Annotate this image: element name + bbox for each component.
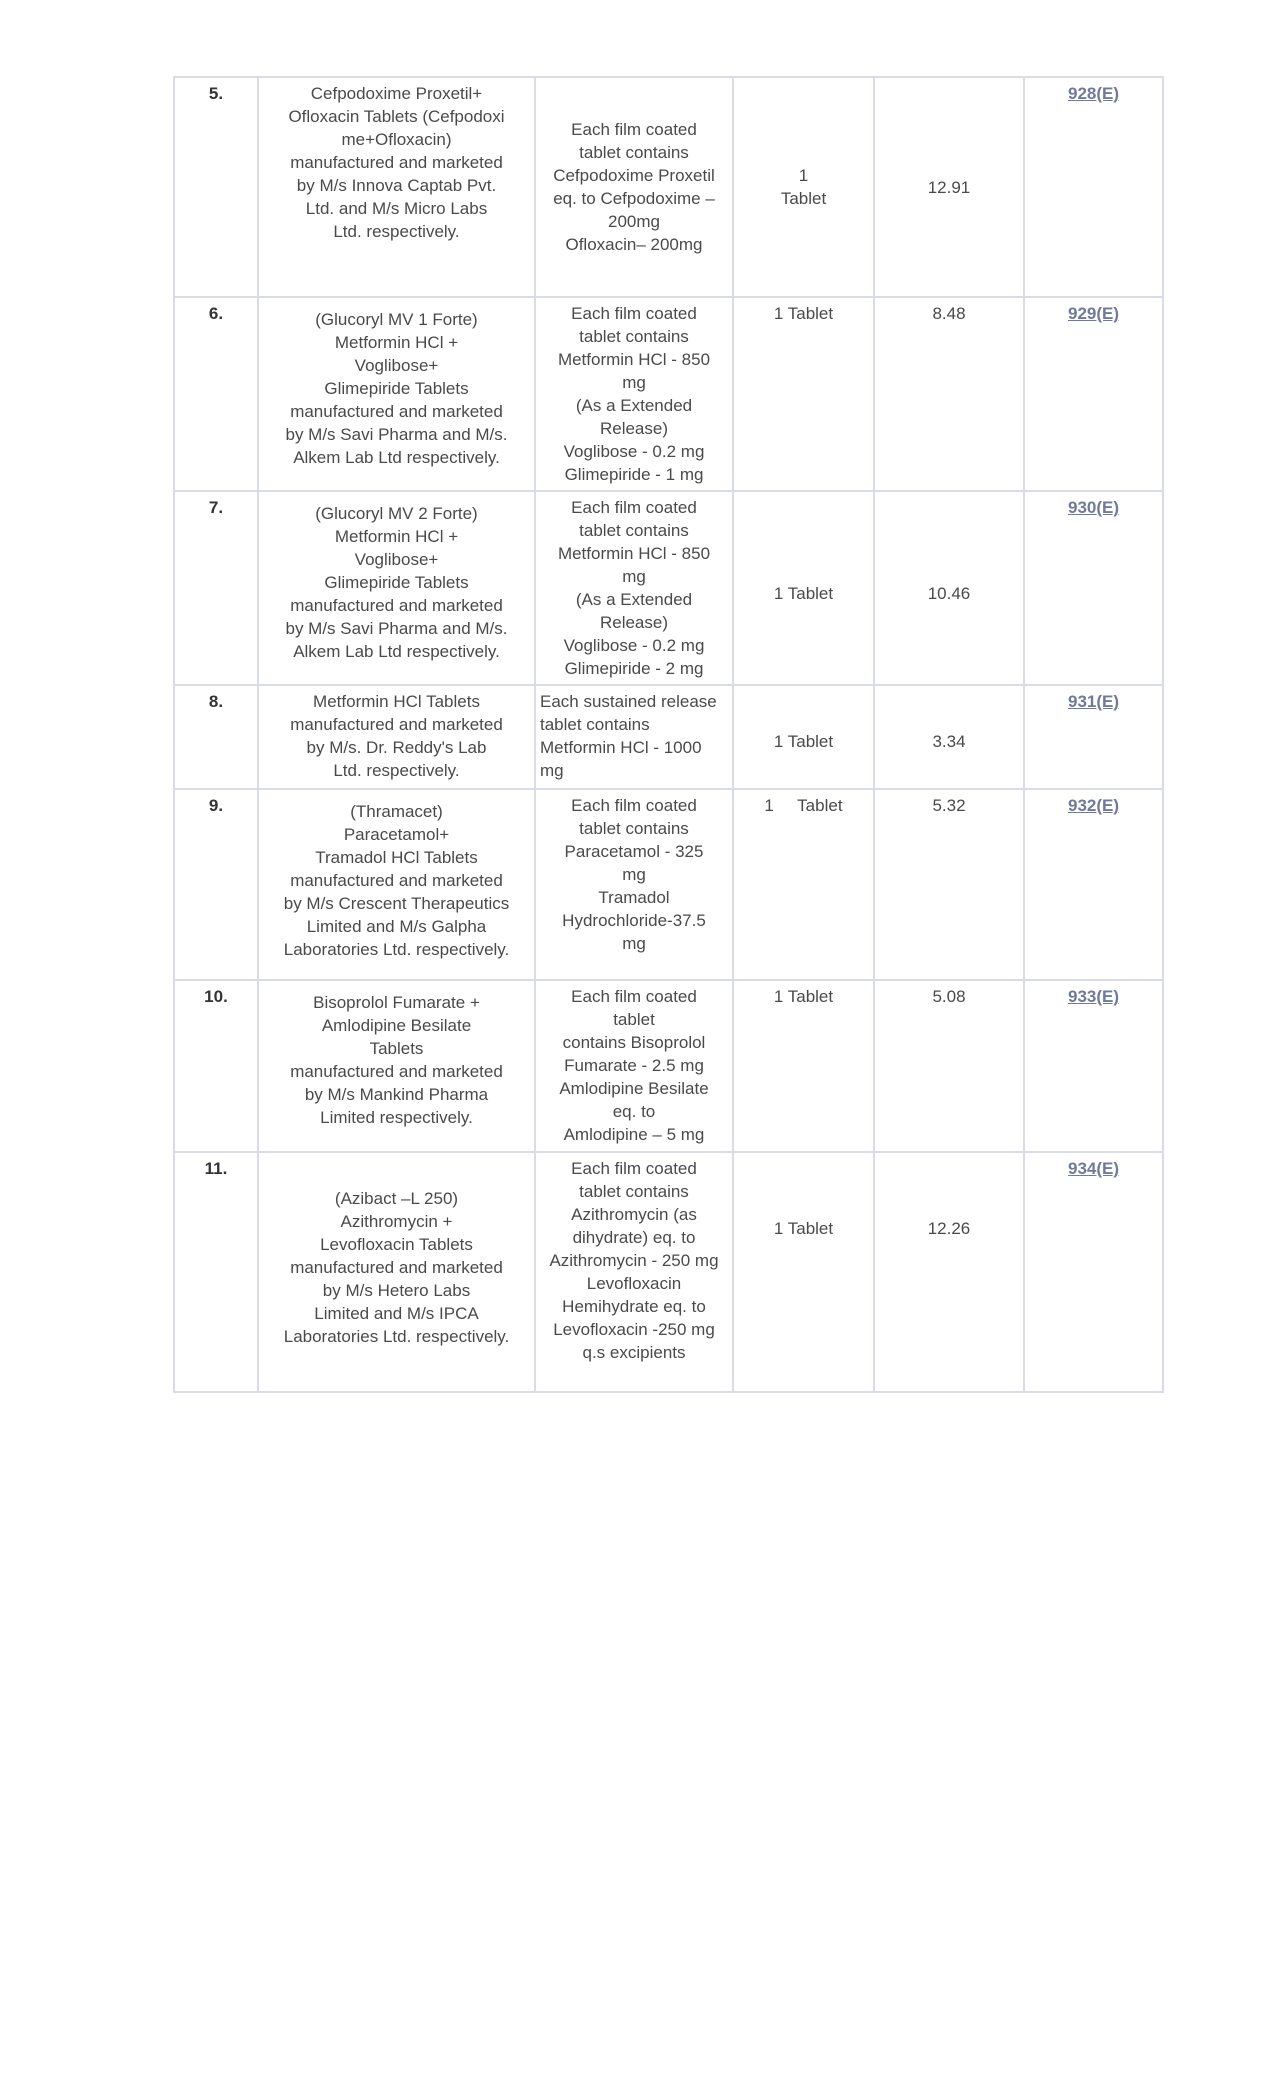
formulation-name: Bisoprolol Fumarate + Amlodipine Besilate Tablets manufactured and marketed by M/s Mankind Pharma Limited respectively. — [258, 980, 535, 1152]
formulation-name: Metformin HCl Tablets manufactured and marketed by M/s. Dr. Reddy's Lab Ltd. respectively. — [258, 685, 535, 789]
unit: 1 Tablet — [733, 980, 874, 1152]
unit: 1 Tablet — [733, 491, 874, 685]
table-row — [174, 789, 1163, 980]
strength-composition: Each film coated tablet contains Bisoprolol Fumarate - 2.5 mg Amlodipine Besilate eq. to Amlodipine – 5 mg — [535, 980, 733, 1152]
formulation-name: (Glucoryl MV 2 Forte) Metformin HCl + Voglibose+ Glimepiride Tablets manufactured and marketed by M/s Savi Pharma and M/s. Alkem Lab Ltd respectively. — [258, 491, 535, 685]
unit: 1 Tablet — [733, 789, 874, 980]
price-notification-table — [173, 76, 1164, 1393]
so-number-link[interactable]: 932(E) — [1067, 796, 1120, 815]
so-number-link[interactable]: 929(E) — [1067, 304, 1120, 323]
serial-number: 7. — [174, 491, 258, 685]
unit: 1 Tablet — [733, 297, 874, 491]
strength-composition: Each film coated tablet contains Metformin HCl - 850 mg (As a Extended Release) Voglibose - 0.2 mg Glimepiride - 1 mg — [535, 297, 733, 491]
strength-composition: Each film coated tablet contains Cefpodoxime Proxetil eq. to Cefpodoxime – 200mg Ofloxacin– 200mg — [535, 77, 733, 297]
table-row — [174, 297, 1163, 491]
unit: 1 Tablet — [733, 77, 874, 297]
formulation-name: (Azibact –L 250) Azithromycin + Levofloxacin Tablets manufactured and marketed by M/s Hetero Labs Limited and M/s IPCA Laboratories Ltd. respectively. — [258, 1152, 535, 1392]
table-row — [174, 491, 1163, 685]
serial-number: 8. — [174, 685, 258, 789]
retail-price: 3.34 — [874, 685, 1024, 789]
formulation-name: (Thramacet) Paracetamol+ Tramadol HCl Tablets manufactured and marketed by M/s Crescent Therapeutics Limited and M/s Galpha Laboratories Ltd. respectively. — [258, 789, 535, 980]
retail-price: 12.26 — [874, 1152, 1024, 1392]
retail-price: 10.46 — [874, 491, 1024, 685]
so-number-link[interactable]: 931(E) — [1067, 692, 1120, 711]
so-number-cell — [1024, 491, 1163, 685]
so-number-cell — [1024, 1152, 1163, 1392]
serial-number: 6. — [174, 297, 258, 491]
so-number-cell — [1024, 77, 1163, 297]
table-row — [174, 77, 1163, 297]
formulation-name: (Glucoryl MV 1 Forte) Metformin HCl + Voglibose+ Glimepiride Tablets manufactured and marketed by M/s Savi Pharma and M/s. Alkem Lab Ltd respectively. — [258, 297, 535, 491]
table-row — [174, 1152, 1163, 1392]
serial-number: 11. — [174, 1152, 258, 1392]
retail-price: 5.08 — [874, 980, 1024, 1152]
serial-number: 5. — [174, 77, 258, 297]
retail-price: 5.32 — [874, 789, 1024, 980]
strength-composition: Each film coated tablet contains Paracetamol - 325 mg Tramadol Hydrochloride-37.5 mg — [535, 789, 733, 980]
so-number-link[interactable]: 934(E) — [1067, 1159, 1120, 1178]
so-number-link[interactable]: 933(E) — [1067, 987, 1120, 1006]
so-number-cell — [1024, 980, 1163, 1152]
so-number-cell — [1024, 789, 1163, 980]
so-number-link[interactable]: 930(E) — [1067, 498, 1120, 517]
serial-number: 9. — [174, 789, 258, 980]
so-number-link[interactable]: 928(E) — [1067, 84, 1120, 103]
so-number-cell — [1024, 297, 1163, 491]
table-row — [174, 685, 1163, 789]
serial-number: 10. — [174, 980, 258, 1152]
so-number-cell — [1024, 685, 1163, 789]
table-row — [174, 980, 1163, 1152]
strength-composition: Each film coated tablet contains Azithromycin (as dihydrate) eq. to Azithromycin - 250 mg Levofloxacin Hemihydrate eq. to Levofloxacin -250 mg q.s excipients — [535, 1152, 733, 1392]
retail-price: 8.48 — [874, 297, 1024, 491]
strength-composition: Each sustained release tablet contains Metformin HCl - 1000 mg — [535, 685, 733, 789]
formulation-name: Cefpodoxime Proxetil+ Ofloxacin Tablets (Cefpodoxi me+Ofloxacin) manufactured and marketed by M/s Innova Captab Pvt. Ltd. and M/s Micro Labs Ltd. respectively. — [258, 77, 535, 297]
strength-composition: Each film coated tablet contains Metformin HCl - 850 mg (As a Extended Release) Voglibose - 0.2 mg Glimepiride - 2 mg — [535, 491, 733, 685]
unit: 1 Tablet — [733, 1152, 874, 1392]
retail-price: 12.91 — [874, 77, 1024, 297]
unit: 1 Tablet — [733, 685, 874, 789]
